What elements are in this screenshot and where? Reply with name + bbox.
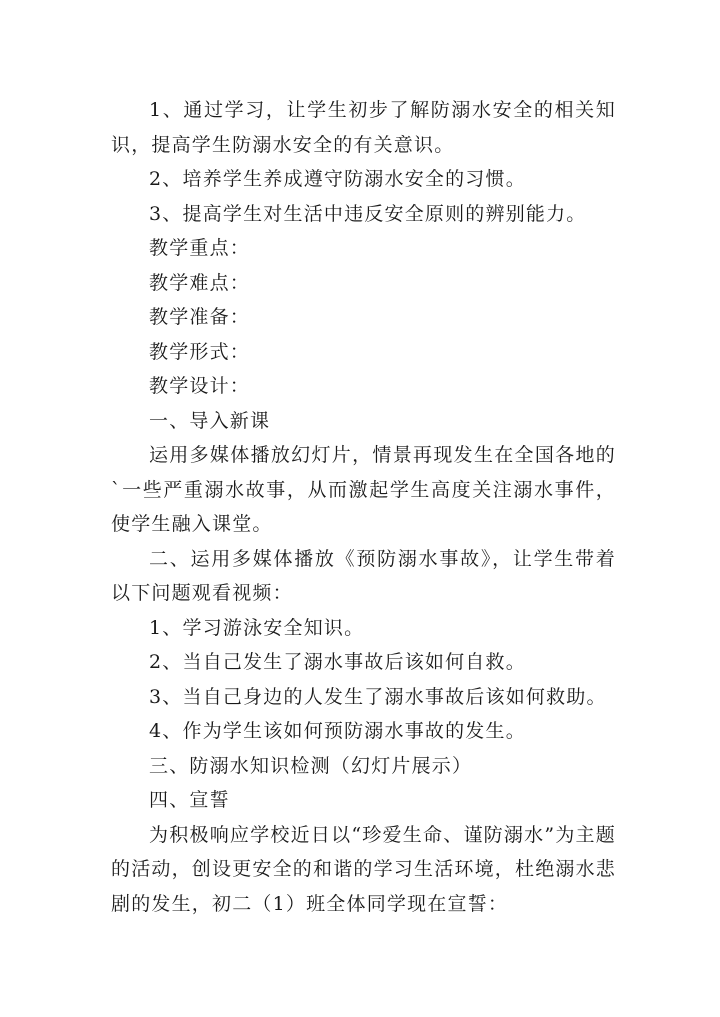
heading-teaching-design: 教学设计：	[149, 375, 251, 397]
heading-teaching-preparation: 教学准备：	[149, 306, 251, 328]
section-3-title: 三、防溺水知识检测（幻灯片展示）	[149, 754, 473, 777]
heading-teaching-difficulty: 教学难点：	[149, 271, 251, 294]
heading-teaching-focus: 教学重点：	[149, 237, 251, 259]
document-body	[111, 93, 616, 921]
section-2-title: 二、运用多媒体播放《预防溺水事故》，让学生带着以下问题观看视频：	[111, 547, 616, 604]
section-1-title: 一、导入新课	[149, 409, 271, 432]
paragraph-objective-1: 1、通过学习，让学生初步了解防溺水安全的相关知识，提高学生防溺水安全的有关意识。	[111, 99, 616, 156]
question-1: 1、学习游泳安全知识。	[149, 616, 365, 639]
question-2: 2、当自己发生了溺水事故后该如何自救。	[149, 651, 526, 673]
heading-teaching-form: 教学形式：	[149, 340, 251, 363]
question-4: 4、作为学生该如何预防溺水事故的发生。	[149, 720, 526, 742]
section-1-body: 运用多媒体播放幻灯片，情景再现发生在全国各地的`一些严重溺水故事，从而激起学生高度关注溺水事件，使学生融入课堂。	[111, 444, 616, 535]
paragraph-objective-2: 2、培养学生养成遵守防溺水安全的习惯。	[149, 168, 526, 190]
pledge-intro: 为积极响应学校近日以“珍爱生命、谨防溺水”为主题的活动，创设更安全的和谐的学习生活环境，杜绝溺水悲剧的发生，初二（1）班全体同学现在宣誓：	[111, 823, 617, 915]
paragraph-objective-3: 3、提高学生对生活中违反安全原则的辨别能力。	[149, 202, 587, 225]
section-4-title: 四、宣誓	[149, 789, 230, 811]
question-3: 3、当自己身边的人发生了溺水事故后该如何救助。	[149, 685, 607, 708]
